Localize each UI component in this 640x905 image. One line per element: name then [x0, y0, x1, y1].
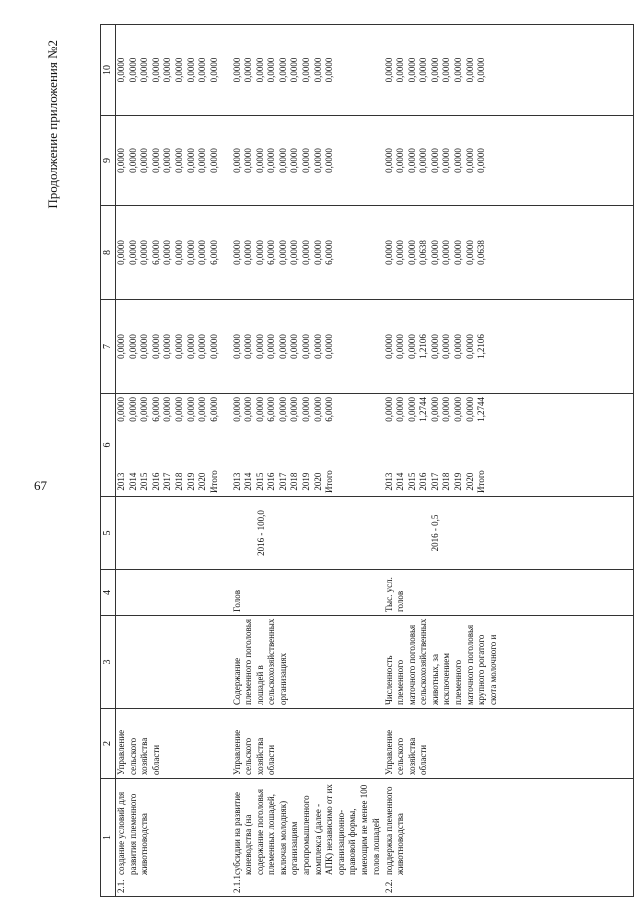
year-value-cell: [384, 394, 634, 497]
appendix-continuation-title: Продолжение приложения №2: [45, 40, 60, 209]
target-value: 2016 - 100,0: [255, 510, 266, 556]
target-cell: [384, 497, 634, 570]
values-col9: 0,0000 0,0000 0,0000 0,0000 0,0000 0,0000 0,0000 0,0000 0,0000: [116, 116, 232, 206]
years-list: 2013 2014 2015 2016 2017 2018 2019 2020 Итого: [383, 470, 487, 493]
unit-cell: Тыс. усл. голов: [384, 570, 634, 616]
values-col9: 0,0000 0,0000 0,0000 0,0000 0,0000 0,0000 0,0000 0,0000 0,0000: [384, 116, 634, 206]
target-value: 2016 - 0,5: [429, 514, 440, 552]
col-header-8: 8: [101, 206, 116, 300]
col-header-10: 10: [101, 25, 116, 116]
col-header-3: 3: [101, 616, 116, 709]
row-name: создание условий для развития племенного животноводства: [116, 791, 150, 875]
row-name: субсидии на развитие коневодства (на содержание поголовья племенных лошадей, включая молодняк) организациям агропромышленного комплекса (далее - АПК) независимо от их организационно-правовой формы, имеющим не менее 100 голов лошадей: [231, 784, 381, 875]
indicator-cell: [116, 616, 232, 709]
col-header-2: 2: [101, 709, 116, 779]
values-col10: 0,0000 0,0000 0,0000 0,0000 0,0000 0,0000 0,0000 0,0000 0,0000: [116, 25, 232, 116]
row-number: 2.1.: [116, 879, 126, 893]
col-header-6: 6: [101, 394, 116, 497]
year-value-cell: [232, 394, 384, 497]
col-header-4: 4: [101, 570, 116, 616]
table-row: [232, 25, 384, 897]
indicator-cell: Численность племенного маточного поголовья сельскохозяйственных животных, за исключением племенного маточного поголовья крупного рогатого скота молочного и: [384, 616, 634, 709]
row-name-cell: [384, 779, 634, 897]
col-header-5: 5: [101, 497, 116, 570]
unit-cell: [116, 570, 232, 616]
row-name-cell: [232, 779, 384, 897]
table-row: [116, 25, 232, 897]
col-header-9: 9: [101, 116, 116, 206]
row-number: 2.1.1: [231, 875, 242, 893]
target-cell: [232, 497, 384, 570]
values-col10: 0,0000 0,0000 0,0000 0,0000 0,0000 0,0000 0,0000 0,0000 0,0000: [384, 25, 634, 116]
row-name: поддержка племенного животноводства: [383, 786, 406, 875]
row-number: 2.2.: [383, 879, 394, 893]
table-header-row: [101, 25, 116, 897]
years-list: 2013 2014 2015 2016 2017 2018 2019 2020 Итого: [116, 470, 219, 493]
values-col7: 0,0000 0,0000 0,0000 0,0000 0,0000 0,0000 0,0000 0,0000 0,0000: [116, 300, 232, 394]
page-number: 67: [34, 478, 47, 493]
values-col9: 0,0000 0,0000 0,0000 0,0000 0,0000 0,0000 0,0000 0,0000 0,0000: [232, 116, 384, 206]
indicator-cell: Содержание племенного поголовья лошадей в сельскохозяйственных организациях: [232, 616, 384, 709]
years-list: 2013 2014 2015 2016 2017 2018 2019 2020 Итого: [231, 470, 335, 493]
executor-cell: Управление сельского хозяйства области: [116, 709, 232, 779]
values-col7: 0,0000 0,0000 0,0000 1,2106 0,0000 0,0000 0,0000 0,0000 1,2106: [384, 300, 634, 394]
values-col7: 0,0000 0,0000 0,0000 0,0000 0,0000 0,0000 0,0000 0,0000 0,0000: [232, 300, 384, 394]
values-col8: 0,0000 0,0000 0,0000 6,0000 0,0000 0,0000 0,0000 0,0000 6,0000: [116, 206, 232, 300]
row-name-cell: [116, 779, 232, 897]
target-cell: [116, 497, 232, 570]
values-col10: 0,0000 0,0000 0,0000 0,0000 0,0000 0,0000 0,0000 0,0000 0,0000: [232, 25, 384, 116]
values-col6: 0,0000 0,0000 0,0000 1,2744 0,0000 0,0000 0,0000 0,0000 1,2744: [383, 397, 487, 422]
unit-cell: Голов: [232, 570, 384, 616]
col-header-7: 7: [101, 300, 116, 394]
col-header-1: 1: [101, 779, 116, 897]
values-col6: 0,0000 0,0000 0,0000 6,0000 0,0000 0,0000 0,0000 0,0000 6,0000: [116, 397, 219, 422]
year-value-cell: [116, 394, 232, 497]
executor-cell: Управление сельского хозяйства области: [384, 709, 634, 779]
values-col8: 0,0000 0,0000 0,0000 0,0638 0,0000 0,0000 0,0000 0,0000 0,0638: [384, 206, 634, 300]
executor-cell: Управление сельского хозяйства области: [232, 709, 384, 779]
values-col8: 0,0000 0,0000 0,0000 6,0000 0,0000 0,0000 0,0000 0,0000 6,0000: [232, 206, 384, 300]
appendix-table: [100, 24, 634, 897]
table-row: [384, 25, 634, 897]
values-col6: 0,0000 0,0000 0,0000 6,0000 0,0000 0,0000 0,0000 0,0000 6,0000: [231, 397, 335, 422]
